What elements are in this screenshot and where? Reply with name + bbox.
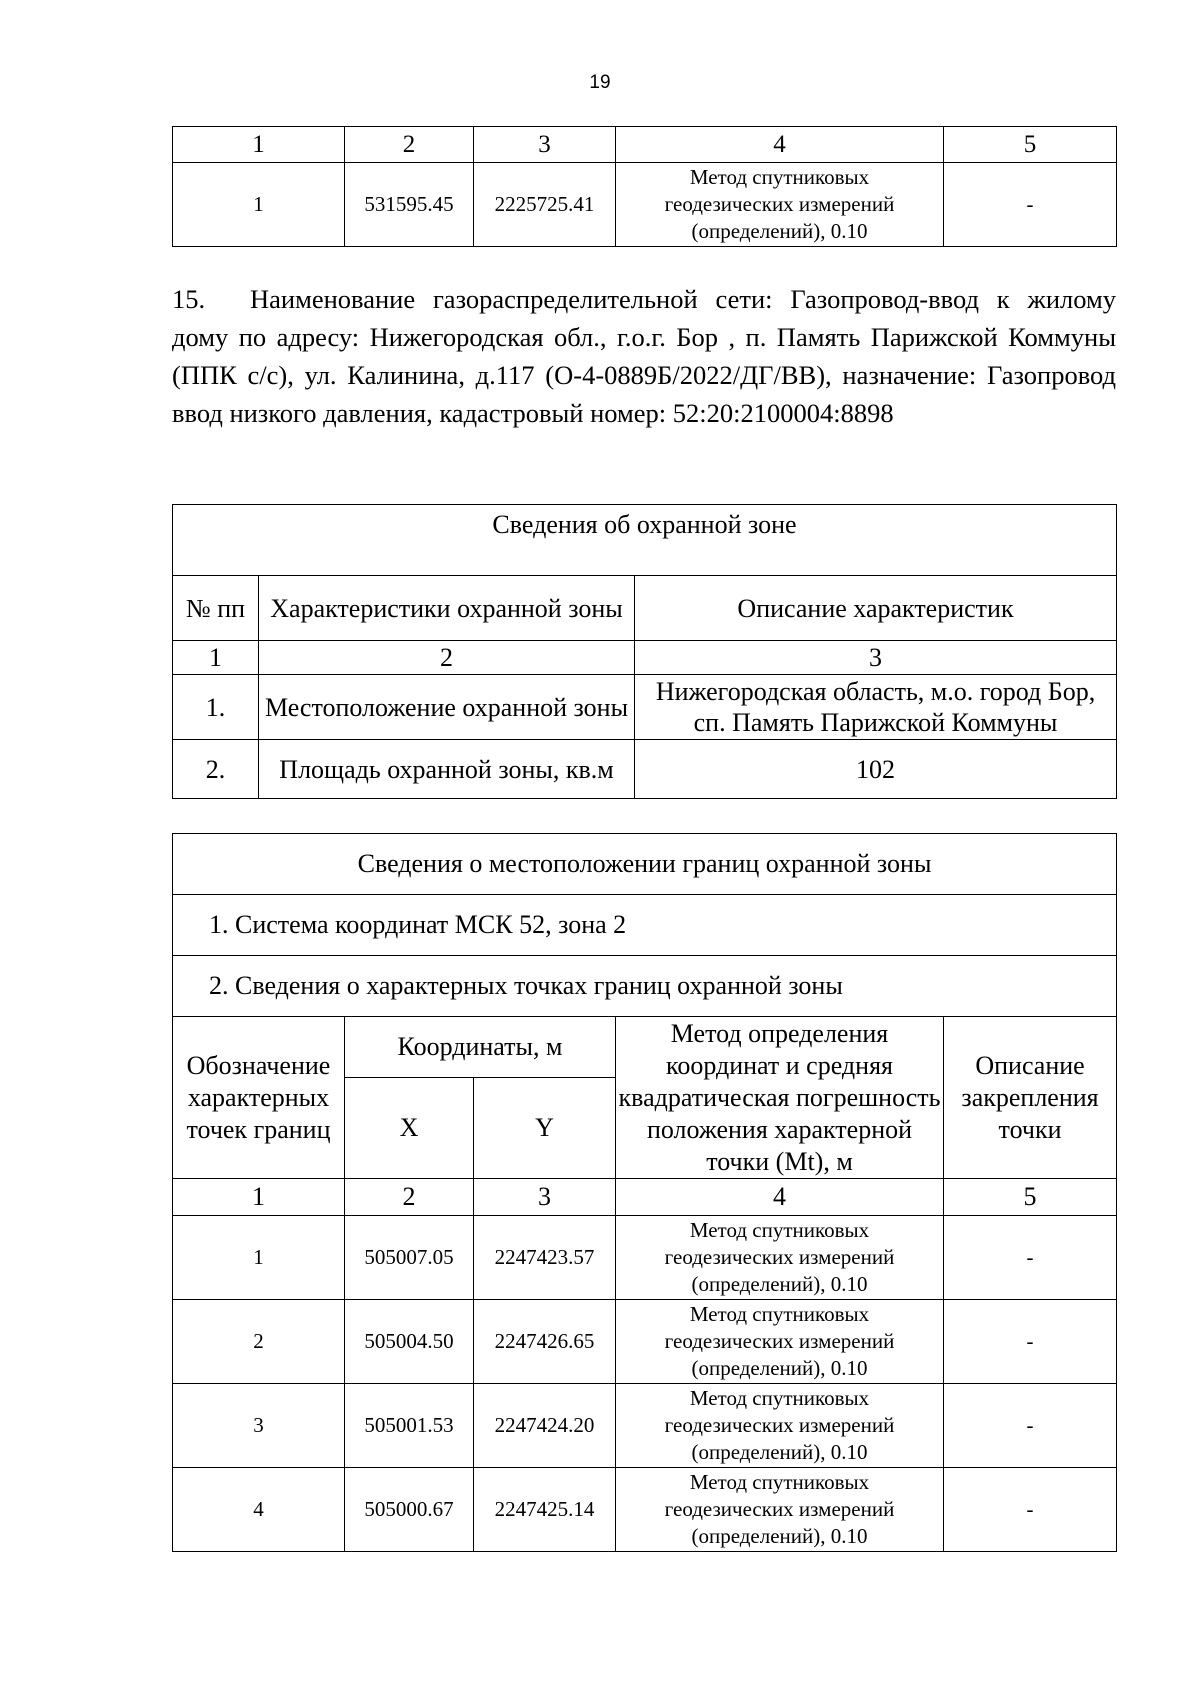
method-line: (определений), 0.10 [691, 1524, 868, 1548]
method-line: Метод спутниковых [689, 1470, 870, 1494]
method-line: Метод спутниковых [689, 1386, 870, 1410]
protection-zone-table [172, 504, 1117, 799]
header-y: Y [474, 1078, 616, 1179]
table-row [173, 1300, 1117, 1384]
characteristic: Площадь охранной зоны, кв.м [259, 740, 635, 799]
row-number: 1. [173, 675, 259, 740]
row-number: 2. [173, 740, 259, 799]
method-line: (определений), 0.10 [691, 1272, 868, 1296]
column-number: 4 [616, 1179, 944, 1216]
x-coordinate: 505007.05 [345, 1216, 474, 1300]
column-numbers-row [173, 641, 1117, 675]
column-number: 2 [259, 641, 635, 675]
column-number: 1 [173, 641, 259, 675]
table-row [173, 740, 1117, 799]
column-number: 4 [616, 127, 944, 163]
column-number: 1 [173, 127, 345, 163]
fixing-description: - [944, 1216, 1117, 1300]
method-line: геодезических измерений [664, 1329, 895, 1353]
y-coordinate: 2247425.14 [474, 1468, 616, 1552]
header-description: Описание характеристик [635, 576, 1117, 641]
column-number: 5 [944, 1179, 1117, 1216]
network-description [172, 280, 1116, 432]
description: Нижегородская область, м.о. город Бор, сп. Память Парижской Коммуны [635, 675, 1117, 740]
x-coordinate: 505001.53 [345, 1384, 474, 1468]
coordinate-system: 1. Система координат МСК 52, зона 2 [173, 895, 1117, 956]
point-designation: 4 [173, 1468, 345, 1552]
header-characteristic: Характеристики охранной зоны [259, 576, 635, 641]
method-cell [616, 1468, 944, 1552]
header-number: № пп [173, 576, 259, 641]
header-coordinates: Координаты, м [345, 1017, 616, 1078]
point-designation: 1 [173, 1216, 345, 1300]
fixing-description: - [944, 1300, 1117, 1384]
method-line: Метод спутниковых [689, 165, 870, 189]
method-line: геодезических измерений [664, 1497, 895, 1521]
column-number: 5 [944, 127, 1117, 163]
table-row [173, 1384, 1117, 1468]
network-text: Наименование газораспределительной сети: Газопровод-ввод к жилому дому по адресу: Нижегородская обл., г.о.г. Бор , п. Память Парижской Коммуны (ППК с/с), ул. Калинина, д.117 (О-4-0889Б/2022/ДГ/ВВ), назначение: Газопровод ввод низкого давления, кадастровый номер: 52:20:2100004:8898 [172, 284, 1116, 428]
page-number: 19 [589, 72, 611, 93]
table-row [173, 1468, 1117, 1552]
x-coordinate: 505004.50 [345, 1300, 474, 1384]
point-designation: 2 [173, 1300, 345, 1384]
method-line: геодезических измерений [664, 192, 895, 216]
column-number: 1 [173, 1179, 345, 1216]
method-line: (определений), 0.10 [691, 1440, 868, 1464]
method-cell [616, 1384, 944, 1468]
method-line: Метод спутниковых [689, 1302, 870, 1326]
method-line: геодезических измерений [664, 1413, 895, 1437]
header-method: Метод определения координат и средняя квадратическая погрешность положения характерной точки (Mt), м [616, 1017, 944, 1179]
y-coordinate: 2225725.41 [474, 163, 616, 247]
x-coordinate: 531595.45 [345, 163, 474, 247]
column-number: 2 [345, 1179, 474, 1216]
header-row [173, 1017, 1117, 1078]
method-cell [616, 163, 944, 247]
method-cell [616, 1216, 944, 1300]
method-line: (определений), 0.10 [691, 1356, 868, 1380]
x-coordinate: 505000.67 [345, 1468, 474, 1552]
table-row [173, 1216, 1117, 1300]
header-fixing: Описание закрепления точки [944, 1017, 1117, 1179]
description: 102 [635, 740, 1117, 799]
table-title: Сведения о местоположении границ охранной зоны [173, 834, 1117, 895]
method-line: Метод спутниковых [689, 1218, 870, 1242]
method-line: геодезических измерений [664, 1245, 895, 1269]
continuation-table [172, 126, 1117, 247]
column-number: 2 [345, 127, 474, 163]
y-coordinate: 2247426.65 [474, 1300, 616, 1384]
column-numbers-row [173, 127, 1117, 163]
fixing-description: - [944, 163, 1117, 247]
column-numbers-row [173, 1179, 1117, 1216]
table-title: Сведения об охранной зоне [173, 505, 1117, 576]
column-number: 3 [474, 1179, 616, 1216]
points-title: 2. Сведения о характерных точках границ охранной зоны [173, 956, 1117, 1017]
header-x: X [345, 1078, 474, 1179]
table-row [173, 675, 1117, 740]
fixing-description: - [944, 1384, 1117, 1468]
header-row [173, 576, 1117, 641]
boundaries-table [172, 833, 1117, 1552]
y-coordinate: 2247423.57 [474, 1216, 616, 1300]
item-number: 15. [172, 284, 206, 314]
y-coordinate: 2247424.20 [474, 1384, 616, 1468]
point-designation: 3 [173, 1384, 345, 1468]
fixing-description: - [944, 1468, 1117, 1552]
method-line: (определений), 0.10 [691, 219, 868, 243]
column-number: 3 [474, 127, 616, 163]
table-row [173, 163, 1117, 247]
column-number: 3 [635, 641, 1117, 675]
header-designation: Обозначение характерных точек границ [173, 1017, 345, 1179]
point-designation: 1 [173, 163, 345, 247]
characteristic: Местоположение охранной зоны [259, 675, 635, 740]
method-cell [616, 1300, 944, 1384]
